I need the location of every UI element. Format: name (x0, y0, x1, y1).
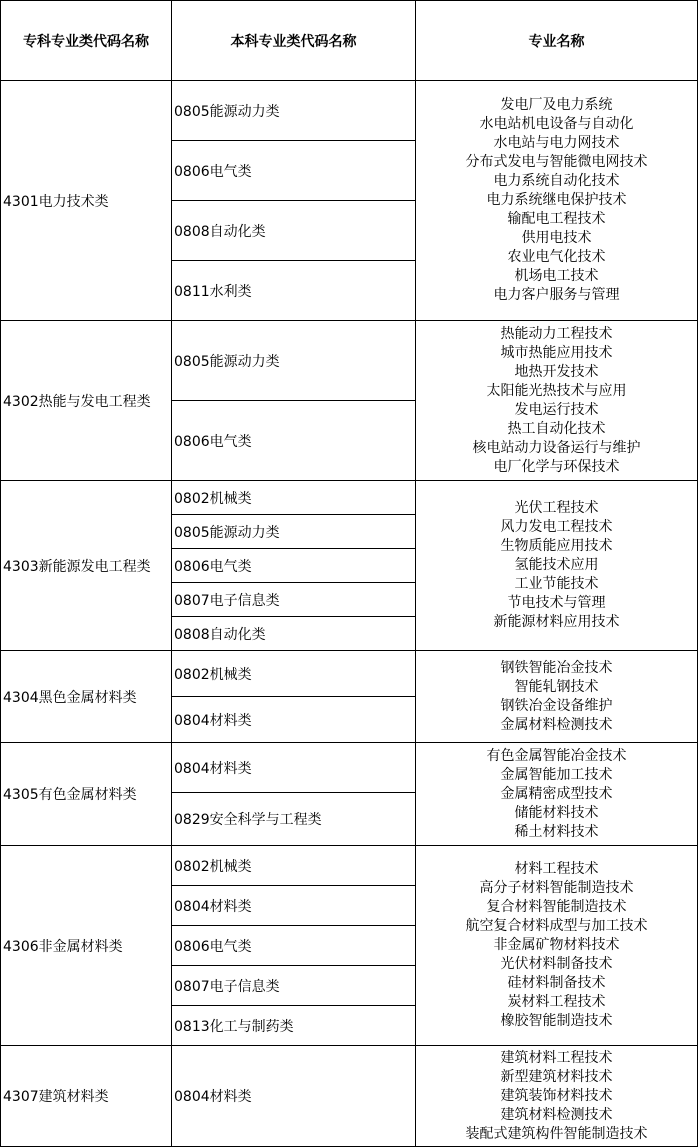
major-name: 水电站与电力网技术 (493, 135, 620, 151)
major-name: 热工自动化技术 (507, 420, 606, 437)
header-undergrad-category: 本科专业类代码名称 (172, 1, 416, 81)
major-name: 航空复合材料成型与加工技术 (465, 918, 648, 934)
undergrad-category-cell: 0829安全科学与工程类 (172, 793, 416, 846)
major-name: 供用电技术 (521, 230, 592, 246)
associate-category-cell: 4302热能与发电工程类 (1, 321, 172, 481)
major-names-cell (416, 481, 698, 651)
undergrad-category-cell: 0804材料类 (172, 1046, 416, 1147)
major-name: 非金属矿物材料技术 (493, 937, 620, 953)
associate-category-cell: 4304黑色金属材料类 (1, 651, 172, 743)
major-name: 金属精密成型技术 (500, 785, 613, 802)
undergrad-category-cell: 0806电气类 (172, 926, 416, 966)
major-name: 分布式发电与智能微电网技术 (465, 154, 648, 170)
major-name: 太阳能光热技术与应用 (486, 382, 627, 399)
major-name: 高分子材料智能制造技术 (479, 880, 634, 896)
major-name: 发电厂及电力系统 (500, 97, 613, 113)
table-row (1, 1046, 698, 1147)
major-name: 智能轧钢技术 (514, 678, 599, 695)
associate-category-cell: 4301电力技术类 (1, 81, 172, 321)
major-name: 输配电工程技术 (507, 211, 606, 227)
major-name: 城市热能应用技术 (500, 344, 613, 361)
undergrad-category-cell: 0807电子信息类 (172, 583, 416, 617)
undergrad-category-cell: 0813化工与制药类 (172, 1006, 416, 1046)
major-name: 钢铁冶金设备维护 (500, 697, 613, 714)
major-name: 有色金属智能冶金技术 (486, 747, 627, 764)
undergrad-category-cell: 0802机械类 (172, 846, 416, 886)
major-name: 钢铁智能冶金技术 (500, 659, 613, 676)
major-name: 地热开发技术 (514, 363, 599, 380)
associate-category-cell: 4307建筑材料类 (1, 1046, 172, 1147)
header-associate-category: 专科专业类代码名称 (1, 1, 172, 81)
undergrad-category-cell: 0808自动化类 (172, 201, 416, 261)
major-name: 金属材料检测技术 (500, 716, 613, 733)
table-row (1, 481, 698, 515)
undergrad-category-cell: 0805能源动力类 (172, 321, 416, 401)
undergrad-category-cell: 0804材料类 (172, 886, 416, 926)
major-name: 生物质能应用技术 (500, 538, 613, 554)
major-name: 氢能技术应用 (514, 557, 599, 573)
major-name: 橡胶智能制造技术 (500, 1013, 613, 1029)
table-row (1, 321, 698, 401)
major-names-cell (416, 651, 698, 743)
major-name: 建筑材料工程技术 (500, 1049, 613, 1066)
undergrad-category-cell: 0806电气类 (172, 141, 416, 201)
major-name: 建筑材料检测技术 (500, 1106, 613, 1123)
associate-category-cell: 4306非金属材料类 (1, 846, 172, 1046)
major-names-cell (416, 321, 698, 481)
undergrad-category-cell: 0808自动化类 (172, 617, 416, 651)
undergrad-category-cell: 0807电子信息类 (172, 966, 416, 1006)
header-row (1, 1, 698, 81)
major-name: 水电站机电设备与自动化 (479, 116, 634, 132)
major-name: 装配式建筑构件智能制造技术 (465, 1125, 648, 1142)
major-names-cell (416, 81, 698, 321)
major-name: 电力系统继电保护技术 (486, 192, 627, 208)
major-name: 储能材料技术 (514, 804, 599, 821)
major-name: 炭材料工程技术 (507, 994, 606, 1010)
major-name: 光伏工程技术 (514, 500, 599, 516)
major-name: 材料工程技术 (514, 861, 599, 877)
undergrad-category-cell: 0806电气类 (172, 401, 416, 481)
table-row (1, 743, 698, 793)
major-name: 风力发电工程技术 (500, 519, 613, 535)
major-name: 机场电工技术 (514, 268, 599, 284)
major-name: 电力系统自动化技术 (493, 173, 620, 189)
undergrad-category-cell: 0805能源动力类 (172, 81, 416, 141)
table-row (1, 651, 698, 697)
major-name: 光伏材料制备技术 (500, 956, 613, 972)
table-row (1, 81, 698, 141)
associate-category-cell: 4303新能源发电工程类 (1, 481, 172, 651)
major-name: 稀土材料技术 (514, 823, 599, 840)
associate-category-cell: 4305有色金属材料类 (1, 743, 172, 846)
major-name: 建筑装饰材料技术 (500, 1087, 613, 1104)
undergrad-category-cell: 0804材料类 (172, 743, 416, 793)
undergrad-category-cell: 0806电气类 (172, 549, 416, 583)
major-names-cell (416, 743, 698, 846)
major-names-cell (416, 846, 698, 1046)
major-name: 工业节能技术 (514, 576, 599, 592)
major-name: 节电技术与管理 (507, 595, 606, 611)
major-name: 金属智能加工技术 (500, 766, 613, 783)
major-names-cell (416, 1046, 698, 1147)
major-name: 电力客户服务与管理 (493, 287, 620, 303)
major-name: 农业电气化技术 (507, 249, 606, 265)
undergrad-category-cell: 0802机械类 (172, 651, 416, 697)
undergrad-category-cell: 0804材料类 (172, 697, 416, 743)
undergrad-category-cell: 0805能源动力类 (172, 515, 416, 549)
major-name: 发电运行技术 (514, 401, 599, 418)
major-name: 热能动力工程技术 (500, 325, 613, 342)
major-name: 核电站动力设备运行与维护 (472, 439, 641, 456)
major-name: 硅材料制备技术 (507, 975, 606, 991)
major-name: 新能源材料应用技术 (493, 614, 620, 630)
major-name: 新型建筑材料技术 (500, 1068, 613, 1085)
table-row (1, 846, 698, 886)
major-name: 电厂化学与环保技术 (493, 458, 620, 475)
undergrad-category-cell: 0802机械类 (172, 481, 416, 515)
undergrad-category-cell: 0811水利类 (172, 261, 416, 321)
table-body (1, 81, 698, 1147)
major-name: 复合材料智能制造技术 (486, 899, 627, 915)
header-major-name: 专业名称 (416, 1, 698, 81)
